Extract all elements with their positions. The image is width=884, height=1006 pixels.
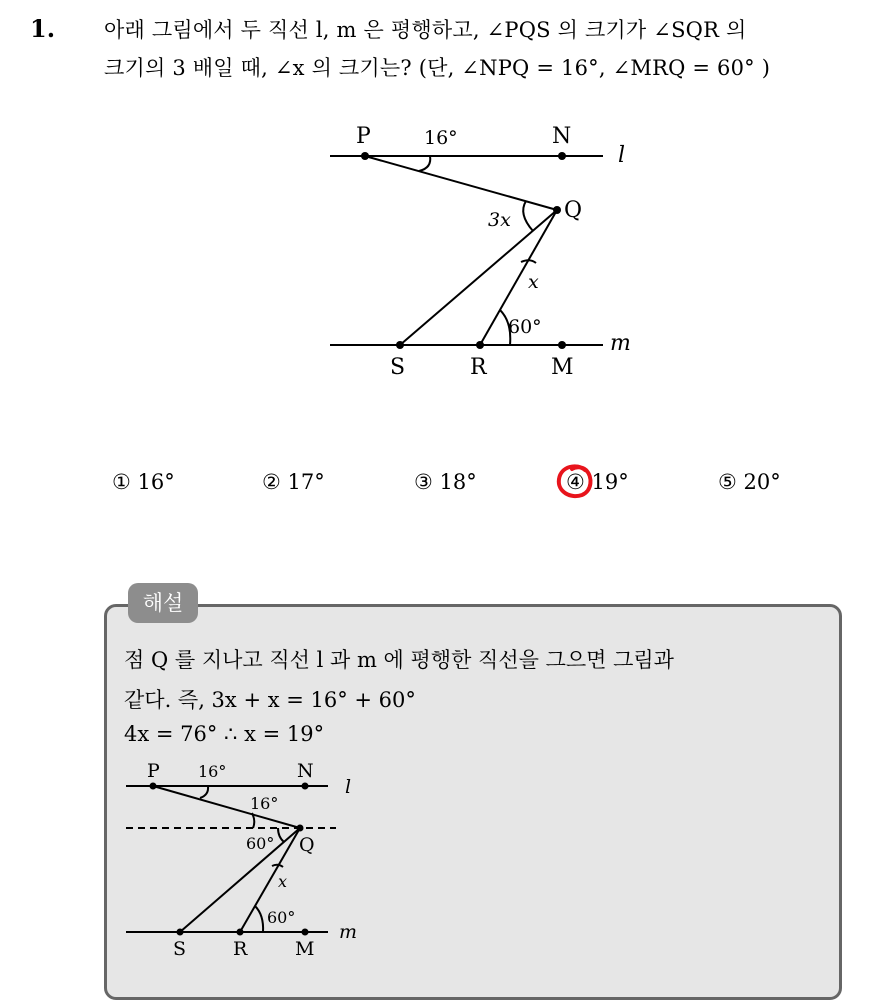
point-M — [558, 341, 566, 349]
sol-point-M — [302, 929, 309, 936]
sol-arc-16-mid — [252, 813, 254, 828]
selected-answer-circle — [555, 461, 595, 501]
point-S — [396, 341, 404, 349]
choice-3[interactable]: ③ 18° — [414, 470, 477, 494]
label-angle-x: x — [528, 271, 539, 293]
sol-label-N: N — [297, 760, 314, 782]
label-Q: Q — [564, 198, 583, 223]
label-R: R — [470, 355, 487, 380]
answer-choices — [0, 470, 884, 504]
choice-4[interactable]: ④ 19° — [566, 470, 629, 494]
label-angle-60: 60° — [508, 316, 542, 338]
point-N — [558, 152, 566, 160]
label-angle-16: 16° — [424, 127, 458, 149]
sol-arc-60-mid — [278, 828, 284, 842]
sol-point-Q — [297, 825, 304, 832]
segment-PQ — [365, 156, 557, 210]
choice-5[interactable]: ⑤ 20° — [718, 470, 781, 494]
point-Q — [553, 206, 561, 214]
question-text-line2: 크기의 3 배일 때, ∠x 의 크기는? (단, ∠NPQ = 16°, ∠MRQ = 60° ) — [104, 56, 771, 80]
sol-label-Q: Q — [299, 834, 315, 856]
angle-arc-3x — [523, 201, 533, 231]
sol-point-N — [302, 783, 309, 790]
sol-label-M: M — [295, 938, 315, 960]
parallel-lines-figure — [320, 110, 660, 390]
question-text-line1: 아래 그림에서 두 직선 l, m 은 평행하고, ∠PQS 의 크기가 ∠SQR 의 — [104, 18, 747, 42]
sol-label-angle-60-bottom: 60° — [267, 908, 296, 927]
sol-point-S — [177, 929, 184, 936]
choice-1[interactable]: ① 16° — [112, 470, 175, 494]
sol-label-angle-16-mid: 16° — [250, 794, 279, 813]
sol-point-P — [150, 783, 157, 790]
label-S: S — [390, 355, 406, 380]
solution-line1: 점 Q 를 지나고 직선 l 과 m 에 평행한 직선을 그으면 그림과 — [124, 648, 674, 672]
label-angle-3x: 3x — [488, 209, 511, 231]
label-P: P — [356, 124, 371, 149]
label-N: N — [552, 124, 572, 149]
solution-line3: 4x = 76° ∴ x = 19° — [124, 722, 325, 746]
label-line-l: l — [618, 143, 626, 168]
question-number: 1. — [30, 14, 56, 43]
sol-arc-16-top — [200, 786, 208, 798]
solution-tag: 해설 — [128, 583, 198, 623]
solution-line2: 같다. 즉, 3x + x = 16° + 60° — [124, 688, 416, 712]
sol-label-P: P — [147, 760, 160, 782]
label-line-m: m — [610, 331, 631, 356]
angle-arc-16 — [419, 156, 430, 171]
sol-point-R — [237, 929, 244, 936]
sol-label-angle-16-top: 16° — [198, 762, 227, 781]
choice-2[interactable]: ② 17° — [262, 470, 325, 494]
point-R — [476, 341, 484, 349]
sol-label-line-m: m — [339, 921, 358, 943]
sol-label-angle-x: x — [278, 872, 288, 891]
label-M: M — [551, 355, 574, 380]
sol-label-line-l: l — [345, 776, 352, 798]
point-P — [361, 152, 369, 160]
sol-label-R: R — [233, 938, 248, 960]
sol-arc-60-bottom — [255, 906, 263, 932]
sol-label-angle-60-mid: 60° — [246, 834, 275, 853]
sol-label-S: S — [173, 938, 187, 960]
solution-figure — [120, 755, 370, 965]
